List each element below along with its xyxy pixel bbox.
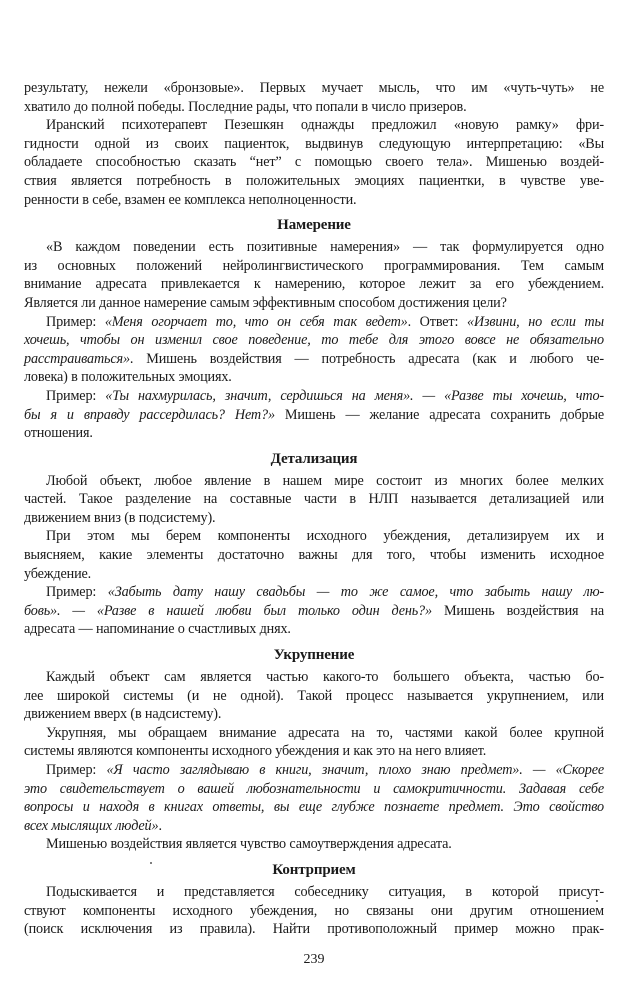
text-run: Пример: (46, 387, 106, 404)
text-run: . (158, 817, 162, 834)
text-line (24, 424, 604, 443)
text-run: Укрупняя, мы обращаем внимание адресата на то, частями какой более крупной (46, 724, 604, 741)
text-run: (поиск исключения из правила). Найти противоположный пример можно прак- (24, 921, 604, 938)
text-line (24, 490, 604, 509)
text-line (24, 668, 604, 687)
text-run: Мишень — желание адресата сохранить добрые (274, 406, 604, 423)
italic-example-text: хочешь, чтобы он изменил свое поведение, то тебе для этого вовсе не обязательно (24, 332, 604, 349)
text-line (24, 79, 604, 98)
text-run: . Ответ: (407, 313, 467, 330)
text-run: Является ли данное намерение самым эффективным способом достижения цели? (24, 294, 507, 311)
text-run: движением вверх (в надсистему). (24, 706, 222, 723)
text-line (24, 509, 604, 528)
italic-example-text: вопросы и находя в книгах ответы, вы еще глубже познаете предмет. Это свойство (24, 799, 604, 816)
text-run: Каждый объект сам является частью какого-то большего объекта, частью бо- (46, 669, 604, 686)
italic-example-text: расстраиваться» (24, 350, 130, 367)
text-line (24, 368, 604, 387)
text-run: частей. Такое разделение на составные части в НЛП называется детализацией или (24, 491, 604, 508)
book-page-text (24, 79, 604, 939)
paragraph (24, 387, 604, 443)
italic-example-text: всех мыслящих людей» (24, 817, 159, 834)
text-line (24, 98, 604, 117)
section-heading: Намерение (277, 217, 351, 234)
paragraph (24, 583, 604, 639)
text-line (24, 275, 604, 294)
text-line (24, 620, 604, 639)
text-line (24, 350, 604, 369)
text-line (24, 387, 604, 406)
text-line (24, 742, 604, 761)
text-line (24, 883, 604, 902)
text-line (24, 546, 604, 565)
text-line (24, 406, 604, 425)
text-run: ствия является потребность в положительных эмоциях пациентки, в чувстве уве- (24, 172, 604, 189)
text-run: Пример: (46, 762, 107, 778)
paragraph (24, 238, 604, 312)
text-run: «В каждом поведении есть позитивные намерения» — так формулируется одно (46, 239, 604, 256)
text-line (24, 565, 604, 584)
section-heading: Контрприем (272, 861, 356, 878)
paragraph (24, 472, 604, 528)
paragraph (24, 883, 604, 939)
text-line (24, 835, 604, 854)
text-line (24, 294, 604, 313)
italic-example-text: это свидетельствует о вашей любознательности и самокритичности. Задавая себе (24, 780, 604, 797)
text-line (24, 687, 604, 706)
text-run: ствуют компоненты исходного убеждения, но связаны они другим отношением (24, 902, 604, 919)
paragraph (24, 116, 604, 209)
text-run: адресата — напоминание о счастливых днях. (24, 621, 291, 638)
text-line (24, 191, 604, 210)
italic-example-text: «Меня огорчает то, что он себя так ведет» (104, 313, 408, 330)
text-line (24, 724, 604, 743)
text-run: Пример: (46, 313, 105, 330)
text-line (24, 257, 604, 276)
text-run: внимание адресата привлекается к намерению, которое лежит за его убеждением. (24, 276, 604, 293)
text-line (24, 238, 604, 257)
text-line (24, 920, 604, 939)
section-heading: Детализация (270, 450, 358, 467)
text-run: ловека) в положительных эмоциях. (24, 369, 232, 386)
text-run: из основных положений нейролингвистического программирования. Тем самым (24, 257, 604, 274)
paragraph (24, 668, 604, 724)
text-line (24, 902, 604, 921)
text-run: движением вниз (в подсистему). (24, 509, 216, 526)
text-line (24, 817, 604, 836)
page-number: 239 (303, 951, 325, 967)
text-run: . Мишень воздействия — потребность адресата (как и любого че- (129, 350, 604, 367)
paragraph (24, 313, 604, 387)
text-run: ренности в себе, взамен ее комплекса неполноценности. (24, 191, 357, 208)
paragraph (24, 79, 604, 116)
text-line (24, 798, 604, 817)
text-line (24, 172, 604, 191)
italic-example-text: «Ты нахмурилась, значит, сердишься на меня». — «Разве ты хочешь, что- (105, 387, 604, 404)
text-line (24, 313, 604, 332)
italic-example-text: «Я часто заглядываю в книги, значит, плохо знаю предмет». — «Скорее (106, 762, 604, 778)
text-line (24, 780, 604, 799)
text-line (24, 153, 604, 172)
text-run: результату, нежели «бронзовые». Первых мучает мысль, что им «чуть-чуть» не (24, 80, 604, 96)
text-run: обладаете способностью сказать “нет” с помощью своего тела». Мишенью воздей- (24, 154, 604, 171)
text-run: хватило до полной победы. Последние рады, что попали в число призеров. (24, 98, 467, 115)
text-line (24, 761, 604, 780)
paragraph (24, 724, 604, 761)
paragraph (24, 761, 604, 835)
text-run: При этом мы берем компоненты исходного убеждения, детализируем их и (46, 528, 604, 545)
text-line (24, 116, 604, 135)
scan-speck (596, 900, 598, 902)
scan-speck (150, 862, 152, 864)
italic-example-text: «Забыть дату нашу свадьбы — то же самое, что забыть нашу лю- (107, 584, 604, 601)
text-run: лее широкой системы (и не одной). Такой процесс называется укрупнением, или (24, 687, 604, 704)
text-line (24, 705, 604, 724)
italic-example-text: «Извини, но если ты (466, 313, 604, 330)
text-line (24, 472, 604, 491)
text-run: Иранский психотерапевт Пезешкян однажды предложил «новую рамку» фри- (46, 117, 604, 134)
paragraph (24, 835, 604, 854)
italic-example-text: бовь». — «Разве в нашей любви был только один день?» (24, 602, 432, 619)
text-run: отношения. (24, 425, 93, 442)
text-run: гидности одной из своих пациенток, выдвинув следующую интерпретацию: «Вы (24, 135, 604, 152)
text-run: Мишень воздействия на (431, 602, 604, 619)
text-line (24, 135, 604, 154)
text-run: Пример: (46, 584, 108, 601)
italic-example-text: бы я и вправду рассердилась? Нет?» (24, 406, 275, 423)
paragraph (24, 527, 604, 583)
text-line (24, 527, 604, 546)
text-line (24, 583, 604, 602)
text-run: Подыскивается и представляется собеседнику ситуация, в которой присут- (46, 883, 604, 900)
text-line (24, 331, 604, 350)
text-line (24, 602, 604, 621)
text-run: Мишенью воздействия является чувство самоутверждения адресата. (46, 836, 452, 853)
section-heading: Укрупнение (273, 647, 355, 664)
text-run: убеждение. (24, 565, 92, 582)
text-run: выясняем, какие элементы достаточно важны для того, чтобы изменить исходное (24, 547, 604, 564)
text-run: системы являются компоненты исходного убеждения и как это на него влияет. (24, 743, 487, 760)
text-run: Любой объект, любое явление в нашем мире состоит из многих более мелких (46, 472, 604, 489)
